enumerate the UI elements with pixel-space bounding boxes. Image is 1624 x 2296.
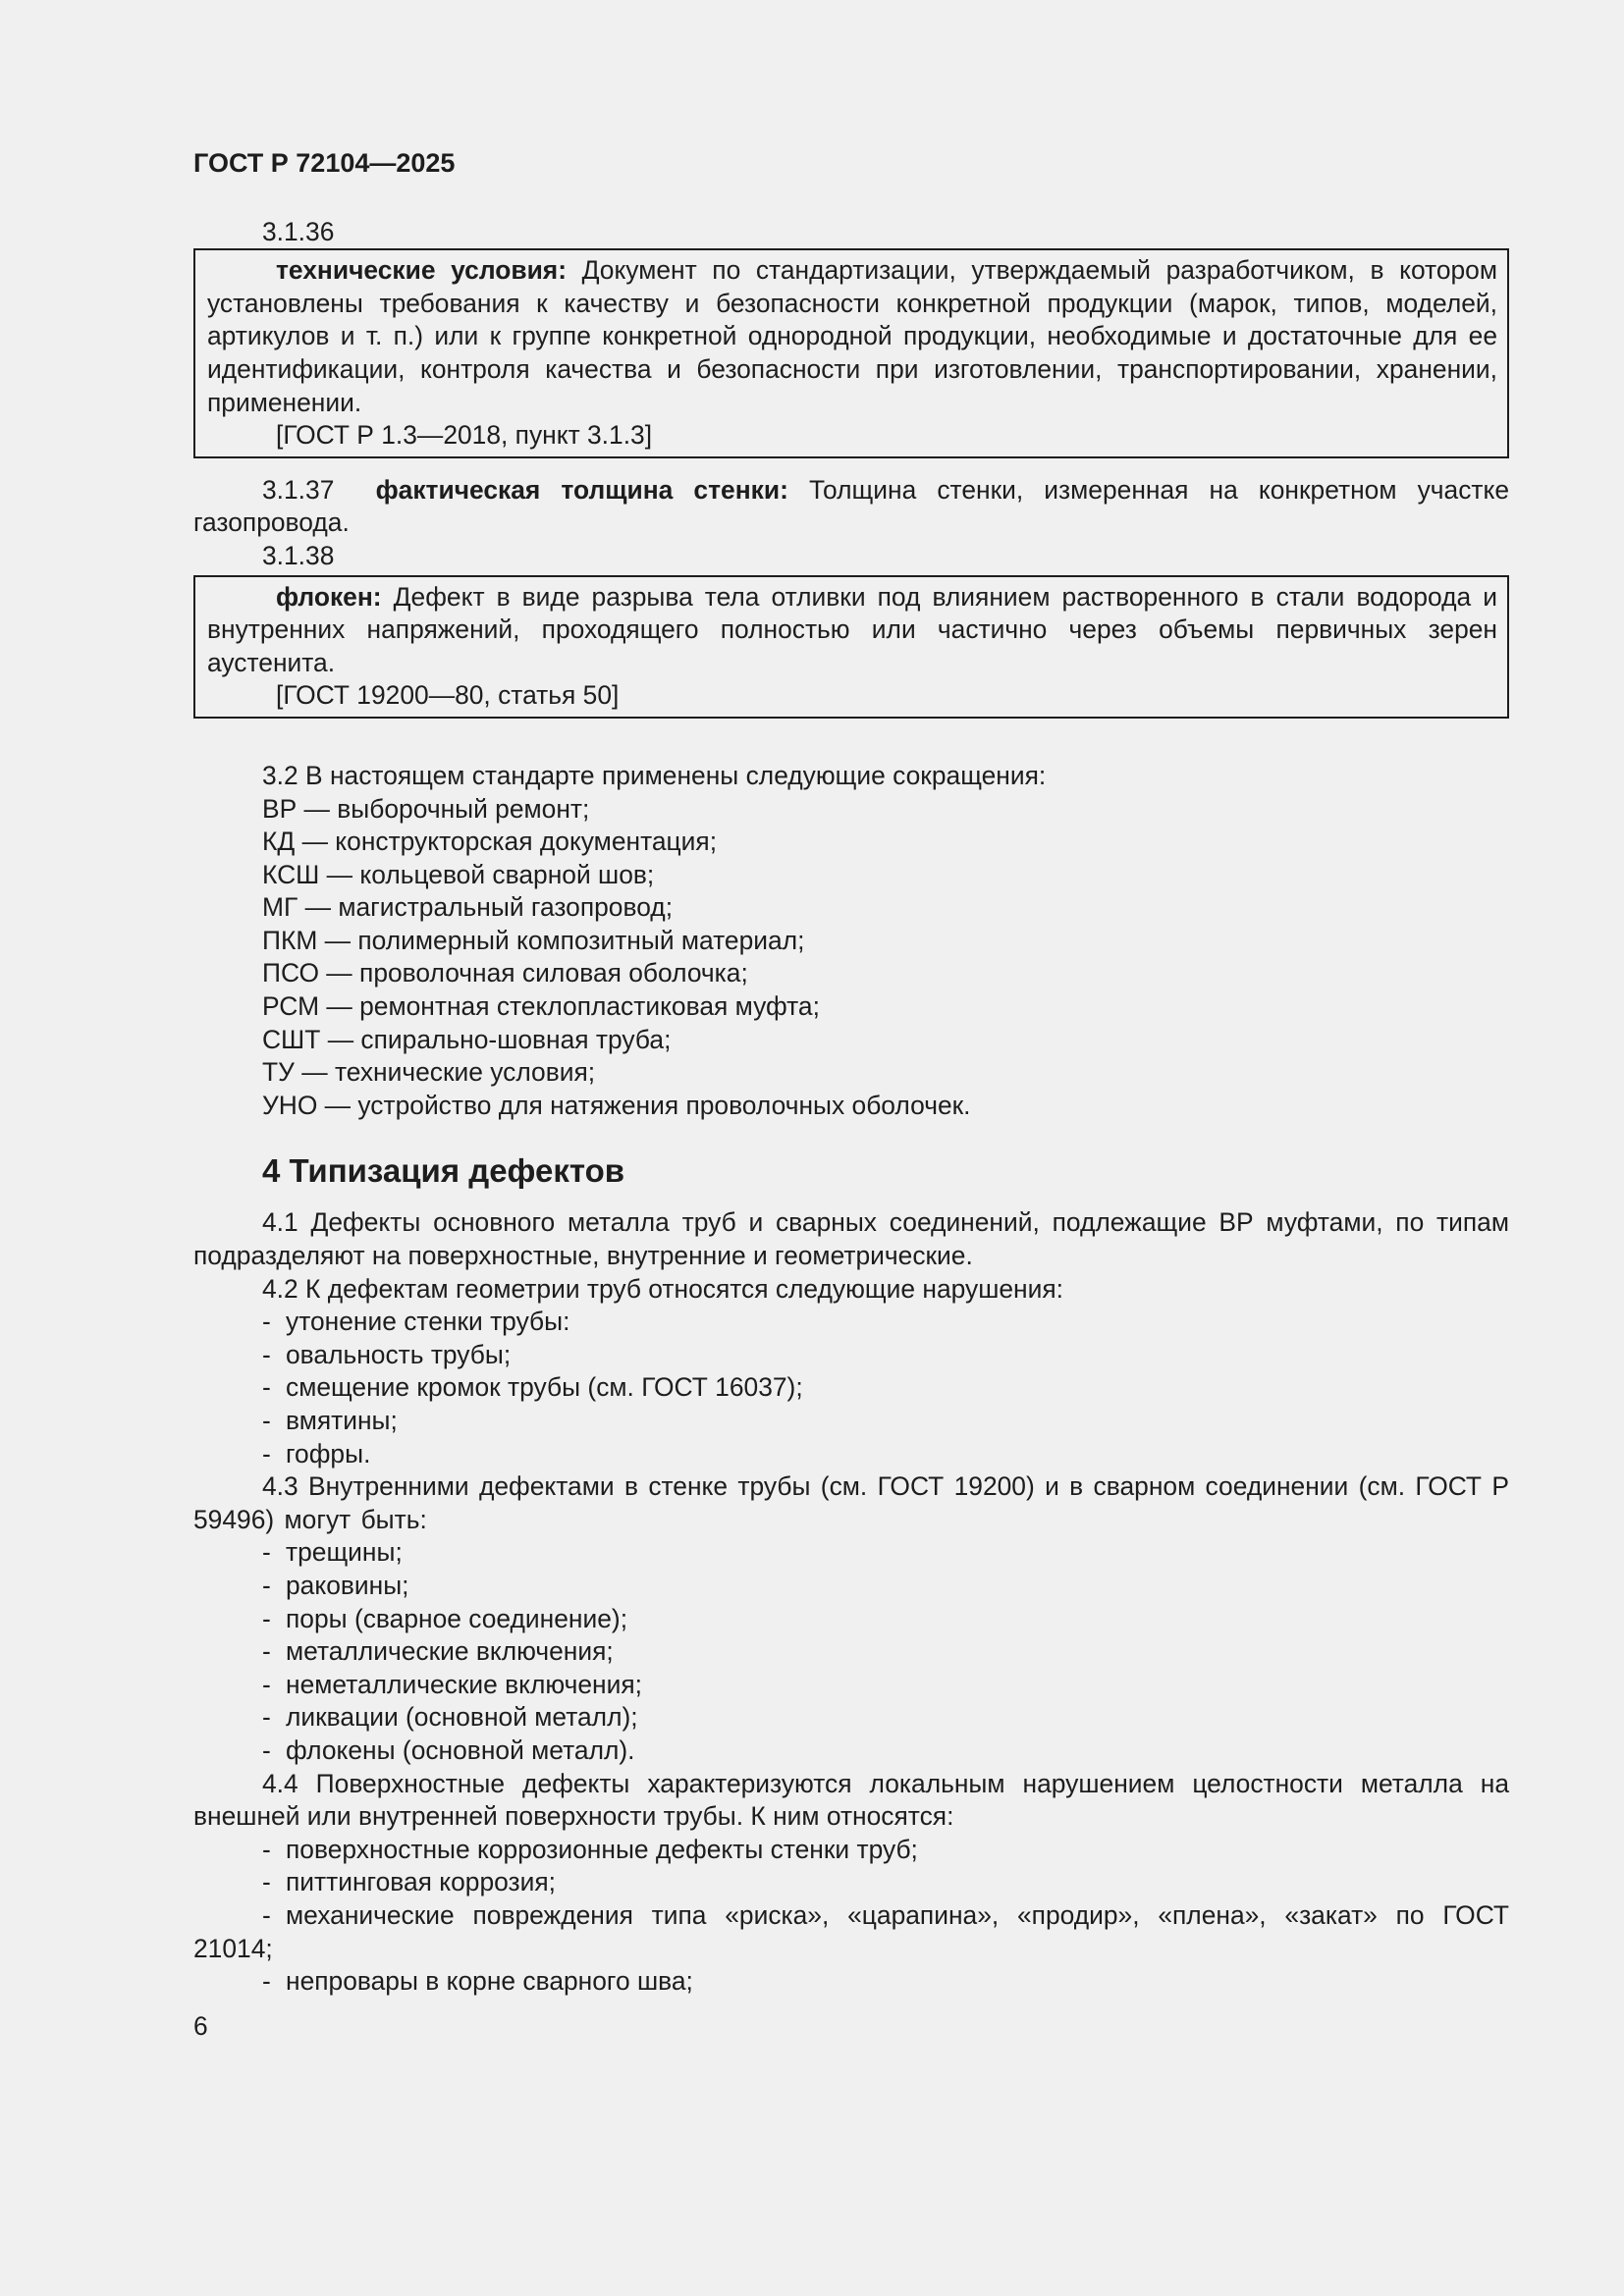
list-item: - раковины; — [262, 1570, 409, 1600]
list-item: ВР — выборочный ремонт; — [262, 793, 590, 824]
definition-text: Дефект в виде разрыва тела отливки под влиянием растворенного в стали водорода и внутренних напряжений, проходящего полностью или частично через объемы первичных зерен аустенита. — [207, 581, 1497, 677]
list-item: МГ — магистральный газопровод; — [262, 892, 674, 923]
list-item: - смещение кромок трубы (см. ГОСТ 16037); — [262, 1372, 803, 1403]
list-item: КСШ — кольцевой сварной шов; — [262, 859, 655, 889]
list-item: - трещины; — [262, 1537, 403, 1568]
list-item: - поверхностные коррозионные дефекты стенки труб; — [262, 1834, 918, 1864]
document-page — [193, 147, 1509, 2043]
list-item: - металлические включения; — [262, 1636, 614, 1667]
list-item: - вмятины; — [262, 1406, 398, 1435]
list-item: - флокены (основной металл). — [262, 1735, 635, 1765]
page-number: 6 — [193, 2010, 208, 2041]
list-item: КД — конструкторская документация; — [262, 827, 718, 857]
list-item: - овальность трубы; — [262, 1339, 512, 1369]
term-name: флокен: — [276, 581, 382, 612]
paragraph-4-2: 4.2 К дефектам геометрии труб относятся следующие нарушения: — [262, 1273, 1063, 1304]
term-definition — [193, 474, 1509, 540]
term-source: [ГОСТ 19200—80, статья 50] — [276, 680, 620, 711]
term-number: 3.1.37 — [262, 474, 335, 505]
list-item: - неметаллические включения; — [262, 1669, 642, 1699]
list-item: ПСО — проволочная силовая оболочка; — [262, 958, 748, 988]
term-definition — [207, 581, 1497, 680]
term-number: 3.1.38 — [262, 540, 335, 570]
term-definition — [207, 254, 1497, 419]
list-4-2 — [193, 1306, 1509, 1470]
list-4-3 — [193, 1536, 1509, 1767]
abbreviations-list — [193, 793, 1509, 1123]
paragraph-4-3: 4.3 Внутренними дефектами в стенке трубы (см. ГОСТ 19200) и в сварном соединении (см. ГОСТ Р 59496) могут быть: — [193, 1471, 1509, 1534]
term-source: [ГОСТ Р 1.3—2018, пункт 3.1.3] — [276, 420, 653, 451]
list-item: - гофры. — [262, 1438, 371, 1468]
term-number: 3.1.36 — [262, 216, 335, 246]
term-box — [193, 575, 1509, 719]
list-item: - непровары в корне сварного шва; — [262, 1966, 693, 1997]
list-item: - питтинговая коррозия; — [262, 1867, 556, 1897]
list-4-4 — [193, 1834, 1509, 1999]
list-item: - механические повреждения типа «риска», «царапина», «продир», «плена», «закат» по ГОСТ 21014; — [193, 1899, 1509, 1963]
list-item: - ликвации (основной металл); — [262, 1702, 638, 1733]
list-item: ТУ — технические условия; — [262, 1057, 596, 1088]
list-item: РСМ — ремонтная стеклопластиковая муфта; — [262, 991, 820, 1022]
list-item: - утонение стенки трубы: — [262, 1307, 570, 1337]
list-item: ПКМ — полимерный композитный материал; — [262, 925, 805, 955]
term-name: технические условия: — [276, 255, 567, 286]
definition-text: Толщина стенки, измеренная на конкретном участке газопровода. — [193, 474, 1509, 538]
document-header: ГОСТ Р 72104—2025 — [193, 148, 456, 178]
definition-text: Документ по стандартизации, утверждаемый разработчиком, в котором установлены требования к качеству и безопасности конкретной продукции (марок, типов, моделей, артикулов и т. п.) или к группе конкретной однородной продукции, необходимые и достаточные для ее идентификации, контроля качества и безопасности при изготовлении, транспортировании, хранении, применении. — [207, 255, 1498, 417]
paragraph-4-4: 4.4 Поверхностные дефекты характеризуются локальным нарушением целостности металла на внешней или внутренней поверхности трубы. К ним относятся: — [193, 1768, 1509, 1832]
section-heading: 4 Типизация дефектов — [262, 1152, 625, 1190]
list-item: УНО — устройство для натяжения проволочных оболочек. — [262, 1090, 971, 1120]
abbreviations-intro: 3.2 В настоящем стандарте применены следующие сокращения: — [262, 760, 1047, 790]
paragraph-4-1: 4.1 Дефекты основного металла труб и сварных соединений, подлежащие ВР муфтами, по типам подразделяют на поверхностные, внутренние и геометрические. — [193, 1207, 1509, 1271]
list-item: СШТ — спирально-шовная труба; — [262, 1024, 672, 1054]
term-name: фактическая толщина стенки: — [375, 474, 788, 505]
list-item: - поры (сварное соединение); — [262, 1603, 628, 1633]
term-box — [193, 248, 1509, 458]
